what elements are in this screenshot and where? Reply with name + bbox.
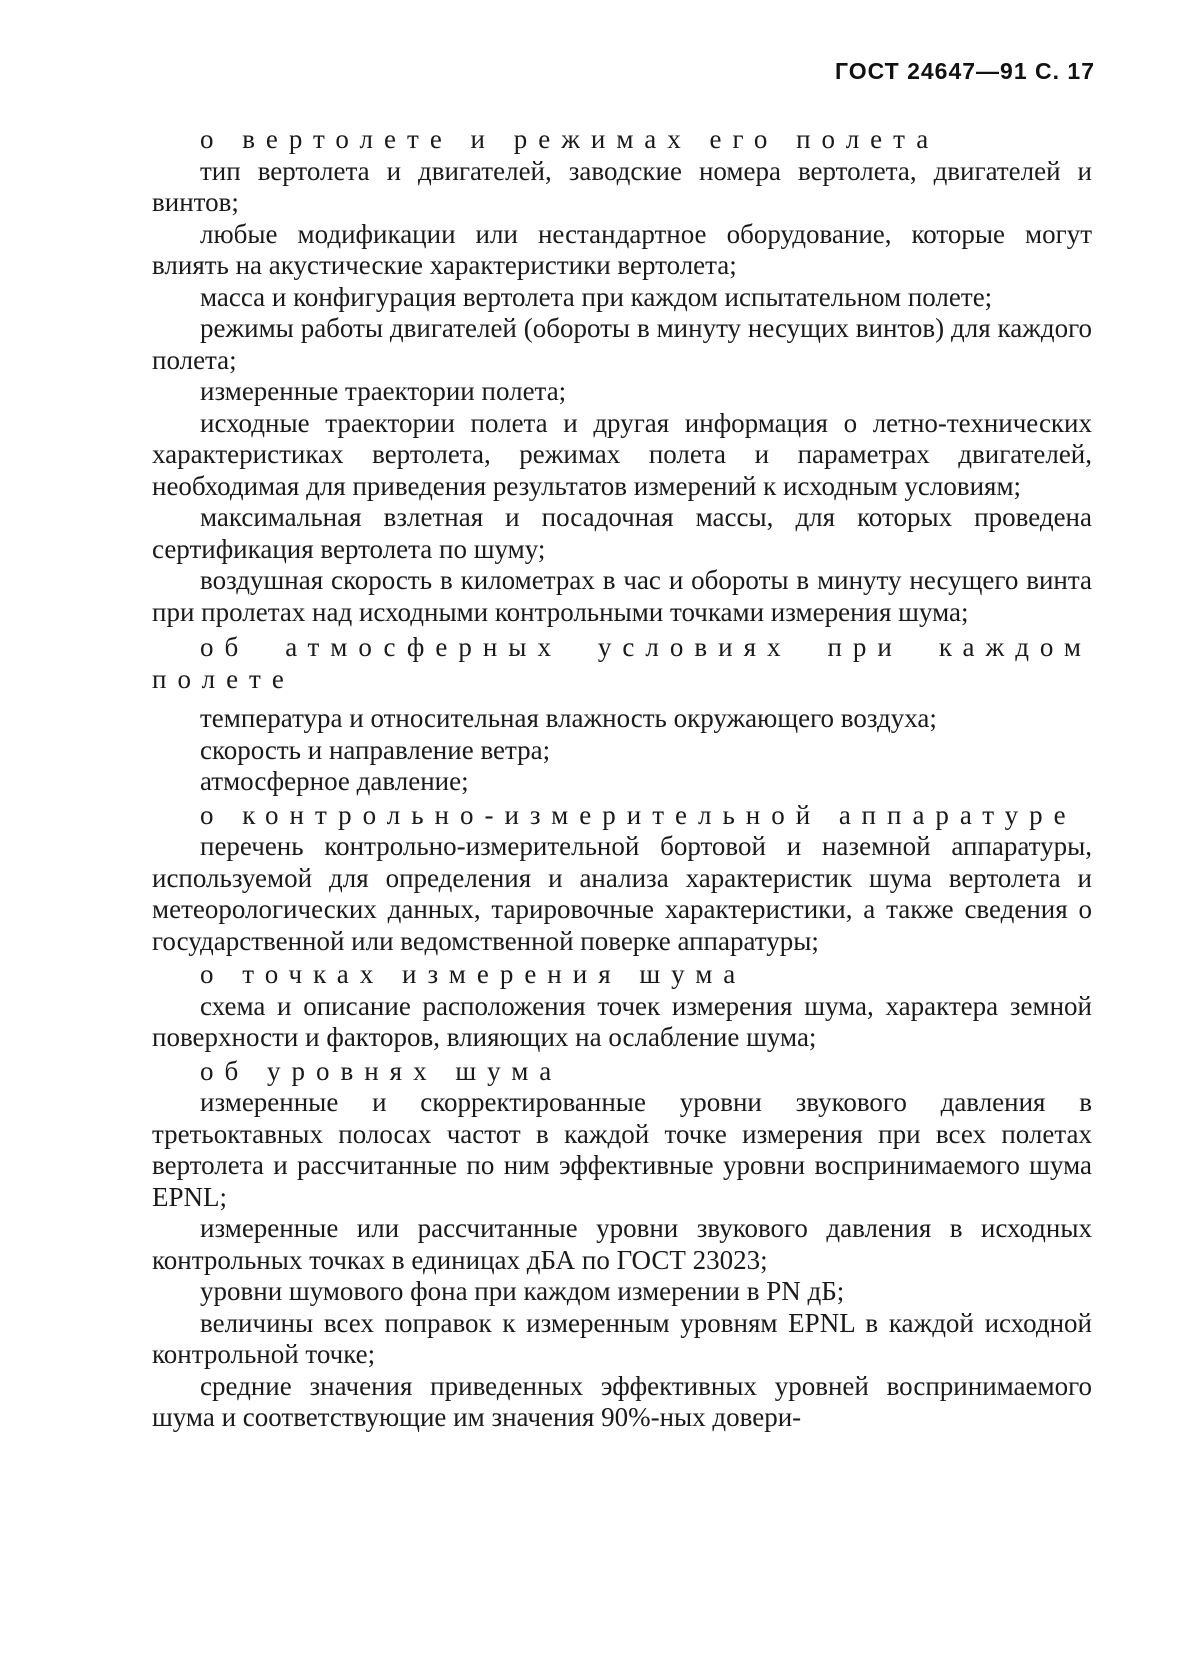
paragraph: любые модификации или нестандартное оборудование, которые могут влиять на акустические характеристики вертолета; bbox=[152, 218, 1092, 280]
section-heading-noise-levels: об уровнях шума bbox=[200, 1055, 563, 1086]
paragraph: максимальная взлетная и посадочная массы, для которых проведена сертификация вертолета по шуму; bbox=[152, 502, 1092, 564]
paragraph: температура и относительная влажность окружающего воздуха; bbox=[200, 703, 937, 733]
paragraph: схема и описание расположения точек измерения шума, характера земной поверхности и факторов, влияющих на ослабление шума; bbox=[152, 990, 1092, 1052]
paragraph: атмосферное давление; bbox=[200, 766, 469, 796]
paragraph: средние значения приведенных эффективных уровней воспринимаемого шума и соответствующие им значения 90%-ных довери- bbox=[152, 1370, 1092, 1432]
paragraph: воздушная скорость в километрах в час и обороты в минуту несущего винта при пролетах над исходными контрольными точками измерения шума; bbox=[152, 565, 1092, 627]
paragraph: тип вертолета и двигателей, заводские номера вертолета, двигателей и винтов; bbox=[152, 155, 1092, 217]
section-heading-measurement-points: о точках измерения шума bbox=[200, 959, 747, 989]
section-heading-equipment: о контрольно-измерительной аппаратуре bbox=[200, 799, 1077, 830]
paragraph: измеренные и скорректированные уровни звукового давления в третьоктавных полосах частот в каждой точке измерения при всех полетах вертолета и рассчитанные по ним эффективные уровни воспринимаемого шума EPNL; bbox=[152, 1087, 1092, 1212]
paragraph: перечень контрольно-измерительной бортовой и наземной аппаратуры, используемой для определения и анализа характеристик шума вертолета и метеорологических данных, тарировочные характеристики, а также сведения о государственной или ведомственной поверке аппаратуры; bbox=[152, 831, 1092, 956]
paragraph: масса и конфигурация вертолета при каждом испытательном полете; bbox=[200, 281, 993, 312]
section-heading-helicopter: о вертолете и режимах его полета bbox=[200, 124, 940, 154]
paragraph: исходные траектории полета и другая информация о летно-технических характеристиках вертолета, режимах полета и параметрах двигателей, необходимая для приведения результатов измерений к исходным условиям; bbox=[152, 407, 1092, 501]
paragraph: величины всех поправок к измеренным уровням EPNL в каждой исходной контрольной точке; bbox=[152, 1307, 1092, 1369]
paragraph: измеренные или рассчитанные уровни звукового давления в исходных контрольных точках в единицах дБА по ГОСТ 23023; bbox=[152, 1213, 1092, 1275]
paragraph: уровни шумового фона при каждом измерении в PN дБ; bbox=[200, 1276, 845, 1306]
paragraph: скорость и направление ветра; bbox=[200, 734, 551, 765]
page-header: ГОСТ 24647—91 С. 17 bbox=[834, 58, 1095, 84]
document-body bbox=[152, 122, 1092, 1434]
paragraph: режимы работы двигателей (обороты в минуту несущих винтов) для каждого полета; bbox=[152, 313, 1092, 375]
section-heading-atmosphere: об атмосферных условиях при каждом полете bbox=[152, 632, 1092, 694]
paragraph: измеренные траектории полета; bbox=[200, 376, 567, 406]
